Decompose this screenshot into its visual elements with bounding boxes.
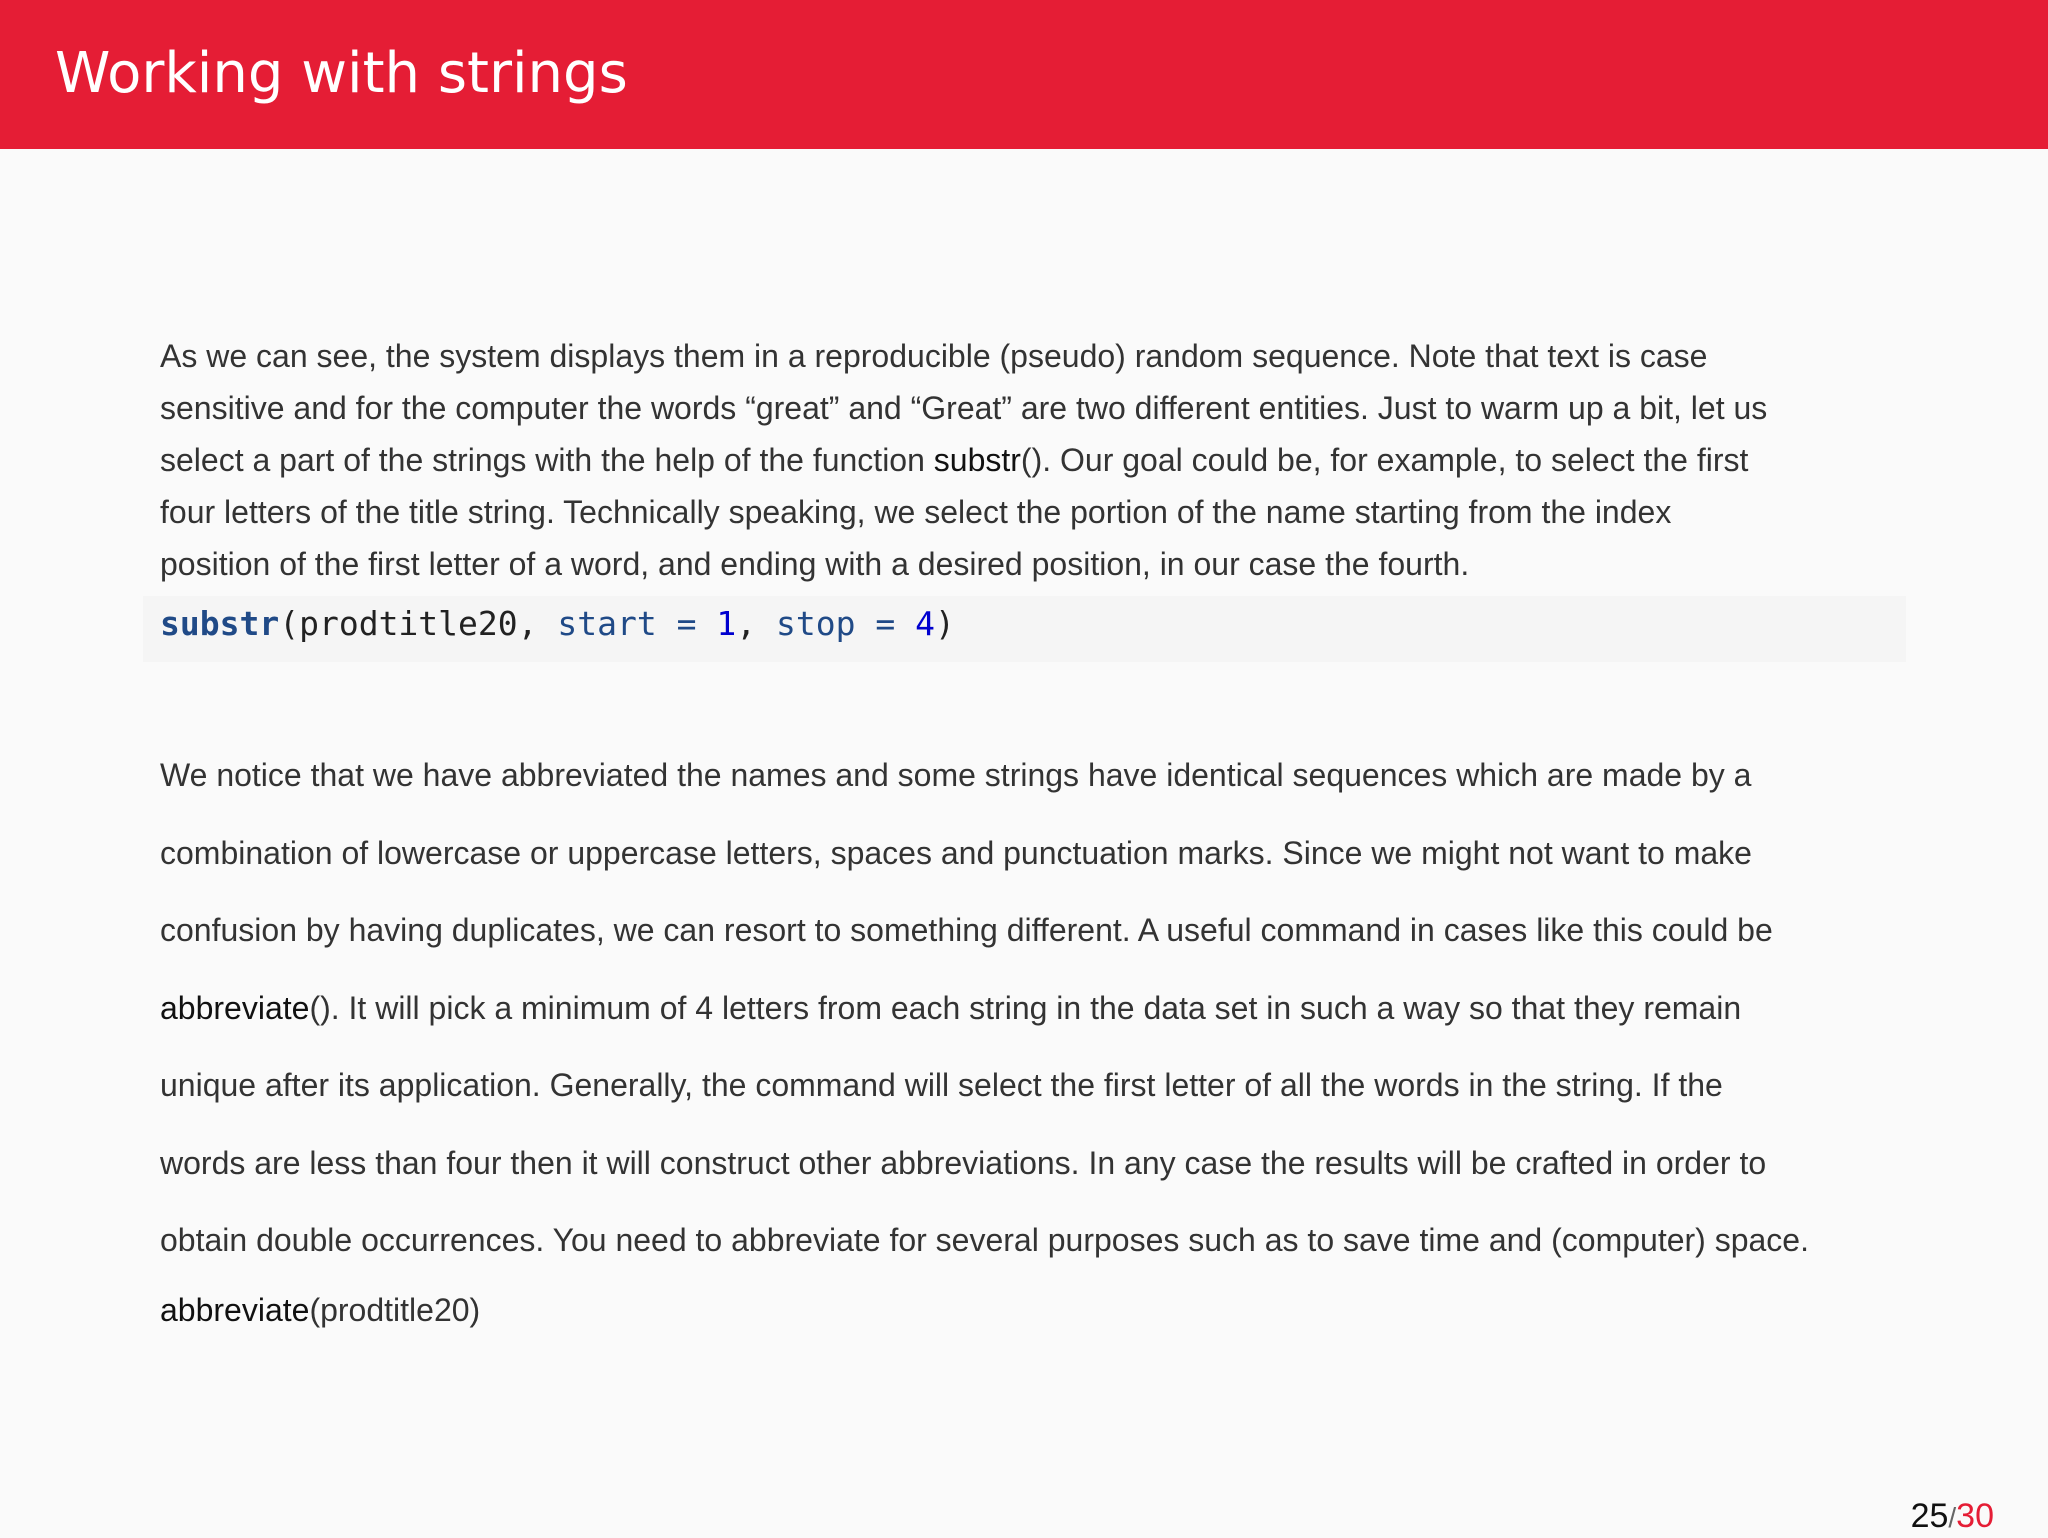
code-function: substr (160, 604, 280, 643)
slide-title: Working with strings (55, 41, 628, 106)
abbreviate-call-function: abbreviate (160, 1292, 310, 1328)
code-param-start: start (557, 604, 657, 643)
code-argument: prodtitle20 (299, 604, 518, 643)
code-open-paren: ( (279, 604, 300, 643)
intro-paragraph (160, 330, 1900, 590)
slide-header (0, 0, 2048, 149)
abbreviate-paragraph (160, 737, 1900, 1280)
abbreviate-call-args: (prodtitle20) (309, 1292, 481, 1328)
abbreviate-text-start: We notice that we have abbreviated the names and some strings have identical sequences which are made by a combination of lowercase or uppercase letters, spaces and punctuation marks. Since we might not want to make confusion by having duplicates, we can resort to something different. A useful command in cases like this could be (160, 757, 1773, 948)
code-equals: = (855, 604, 916, 643)
intro-text-start: As we can see, the system displays them in a reproducible (pseudo) random sequence. Note that text is case sensitive and for the computer the words “great” and “Great” are two different entities. Just to warm up a bit, let us select a part of the strings with the help of the function (160, 338, 1768, 478)
substr-function-name: substr (933, 442, 1021, 478)
page-total: 30 (1956, 1497, 1994, 1535)
intro-text-end: (). Our goal could be, for example, to select the first four letters of the title string. Technically speaking, we select the portion of the name starting from the index position of the first letter of a word, and ending with a desired position, in our case the fourth. (160, 442, 1749, 582)
code-line (160, 604, 955, 644)
page-separator: / (1948, 1502, 1957, 1533)
abbreviate-text-end: (). It will pick a minimum of 4 letters from each string in the data set in such a way so that they remain unique after its application. Generally, the command will select the first letter of all the words in the string. If the words are less than four then it will construct other abbreviations. In any case the results will be crafted in order to obtain double occurrences. You need to abbreviate for several purposes such as to save time and (computer) space. (160, 989, 1809, 1258)
abbreviate-function-name: abbreviate (160, 989, 310, 1026)
code-close-paren: ) (934, 604, 955, 643)
code-comma: , (517, 604, 558, 643)
code-param-stop: stop (775, 604, 856, 643)
code-equals: = (656, 604, 717, 643)
code-value-start: 1 (716, 604, 737, 643)
code-comma: , (736, 604, 776, 643)
code-block (143, 596, 1906, 662)
page-current: 25 (1910, 1497, 1949, 1535)
page-number (1911, 1496, 1994, 1538)
abbreviate-call-line (160, 1272, 480, 1349)
code-value-stop: 4 (915, 604, 935, 643)
